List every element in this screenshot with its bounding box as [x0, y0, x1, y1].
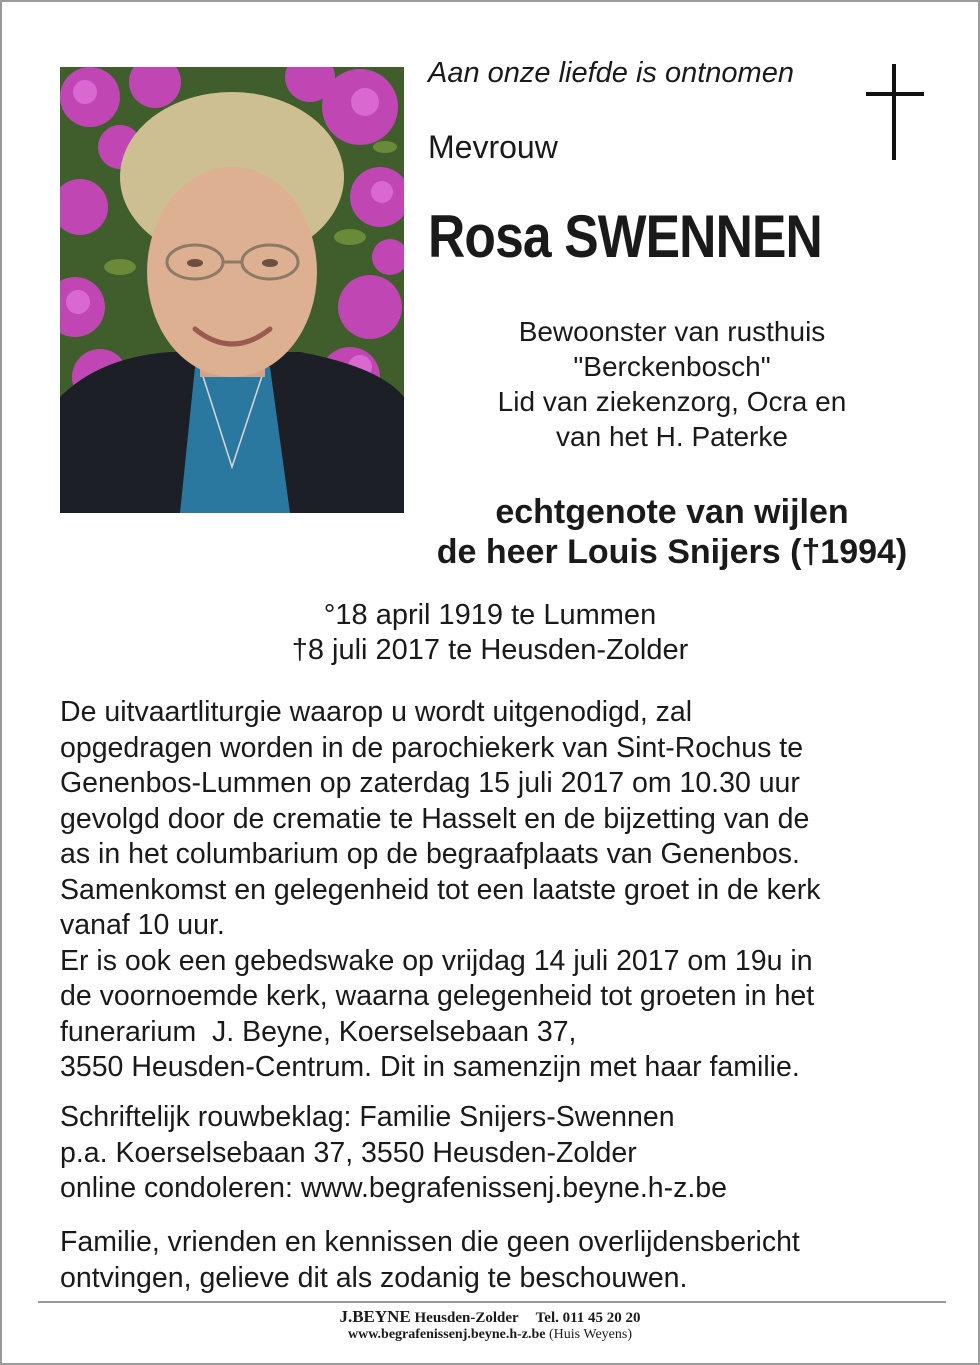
- spouse-line: echtgenote van wijlen: [495, 493, 849, 531]
- ceremony-paragraph: [60, 695, 820, 1086]
- spouse-info: [422, 492, 922, 572]
- portrait-photo: [60, 67, 404, 513]
- ceremony-line: Genenbos-Lummen op zaterdag 15 juli 2017 om 10.30 uur: [60, 767, 800, 799]
- ceremony-line: 3550 Heusden-Centrum. Dit in samenzijn met haar familie.: [60, 1051, 800, 1083]
- intro-line: Aan onze liefde is ontnomen: [428, 57, 794, 89]
- honorific: Mevrouw: [428, 129, 558, 165]
- ceremony-line: funerarium J. Beyne, Koerselsebaan 37,: [60, 1015, 577, 1048]
- condolence-line: Schriftelijk rouwbeklag: Familie Snijers-Swennen: [60, 1101, 675, 1133]
- ceremony-line: de voornoemde kerk, waarna gelegenheid tot groeten in het: [60, 980, 815, 1012]
- life-dates: [2, 598, 978, 668]
- ceremony-line: De uitvaartliturgie waarop u wordt uitgenodigd, zal: [60, 696, 693, 728]
- cross-icon: [866, 64, 924, 160]
- condolence-website: online condoleren: www.begrafenissenj.beyne.h-z.be: [60, 1172, 728, 1204]
- spouse-line: de heer Louis Snijers (†1994): [436, 533, 908, 571]
- ceremony-line: vanaf 10 uur.: [60, 909, 225, 941]
- footer-divider: [38, 1301, 946, 1303]
- closing-paragraph: [60, 1225, 800, 1296]
- ceremony-line: Samenkomst en gelegenheid tot een laatste groet in de kerk: [60, 873, 821, 906]
- ceremony-line: opgedragen worden in de parochiekerk van Sint-Rochus te: [60, 731, 804, 764]
- residence-line: van het H. Paterke: [556, 421, 788, 452]
- death-date: †8 juli 2017 te Heusden-Zolder: [291, 634, 689, 666]
- funeral-home-house: (Huis Weyens): [549, 1327, 633, 1342]
- funeral-home-phone: Tel. 011 45 20 20: [535, 1310, 641, 1326]
- funeral-home-city: Heusden-Zolder: [414, 1310, 519, 1326]
- ceremony-line: gevolgd door de crematie te Hasselt en de bijzetting van de: [60, 802, 810, 835]
- funeral-home-footer: [2, 1308, 978, 1343]
- ceremony-line: as in het columbarium op de begraafplaats van Genenbos.: [60, 838, 800, 870]
- residence-info: [422, 314, 922, 454]
- residence-line: "Berckenbosch": [573, 351, 771, 382]
- residence-line: Lid van ziekenzorg, Ocra en: [497, 386, 847, 417]
- residence-line: Bewoonster van rusthuis: [518, 316, 826, 347]
- closing-line: ontvingen, gelieve dit als zodanig te beschouwen.: [60, 1261, 688, 1294]
- funeral-home-website: www.begrafenissenj.beyne.h-z.be: [347, 1327, 546, 1342]
- closing-line: Familie, vrienden en kennissen die geen overlijdensbericht: [60, 1226, 800, 1258]
- deceased-name: Rosa SWENNEN: [428, 203, 822, 270]
- condolence-paragraph: [60, 1100, 727, 1207]
- funeral-home-name: J.BEYNE: [339, 1307, 411, 1326]
- condolence-line: p.a. Koerselsebaan 37, 3550 Heusden-Zolder: [60, 1136, 637, 1169]
- ceremony-line: Er is ook een gebedswake op vrijdag 14 juli 2017 om 19u in: [60, 944, 813, 977]
- birth-date: °18 april 1919 te Lummen: [323, 599, 657, 631]
